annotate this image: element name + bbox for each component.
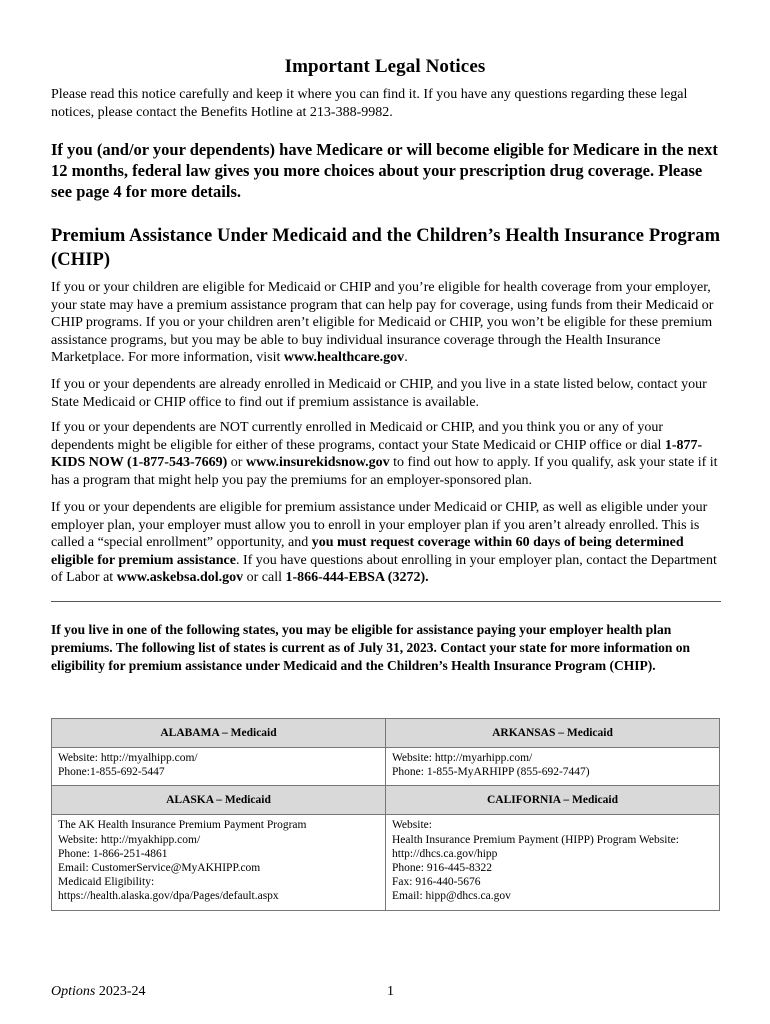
- paragraph-premium-assistance: [51, 279, 721, 367]
- state-info-alaska: [52, 815, 386, 910]
- paragraph-end: to find out how to apply. If you qualify, ask your state if it has a program that might help you pay the premiums for an employer-sponsored plan.: [51, 455, 718, 488]
- state-info-line: Fax: 916-440-5676: [392, 876, 481, 889]
- ebsa-phone: 1-866-444-EBSA (3272).: [285, 570, 429, 585]
- states-table: [51, 718, 720, 911]
- state-info-line: http://dhcs.ca.gov/hipp: [392, 847, 498, 860]
- state-info-california: [386, 815, 720, 910]
- state-info-line: Email: CustomerService@MyAKHIPP.com: [58, 862, 261, 875]
- page-title: Important Legal Notices: [284, 56, 486, 77]
- section-heading: Premium Assistance Under Medicaid and the Children’s Health Insurance Program (CHIP): [51, 226, 721, 270]
- paragraph-text-or: or: [227, 455, 246, 470]
- table-row: [52, 748, 720, 786]
- medicare-notice: If you (and/or your dependents) have Medicare or will become eligible for Medicare in the next 12 months, federal law gives you more choices about your prescription drug coverage. Please see page 4 for more details.: [51, 140, 718, 201]
- footer-doc-label: [51, 984, 146, 1000]
- paragraph-not-enrolled: [51, 419, 721, 489]
- state-heading-california: CALIFORNIA – Medicaid: [386, 786, 720, 815]
- state-info-arkansas: [386, 748, 720, 786]
- paragraph-already-enrolled: If you or your dependents are already enrolled in Medicaid or CHIP, and you live in a state listed below, contact your State Medicaid or CHIP office to find out if premium assistance is available.: [51, 377, 707, 410]
- state-info-line: Phone: 1-855-MyARHIPP (855-692-7447): [392, 766, 590, 779]
- state-info-line: Phone:1-855-692-5447: [58, 766, 165, 779]
- state-info-line: Website: http://myakhipp.com/: [58, 833, 201, 846]
- askebsa-link[interactable]: www.askebsa.dol.gov: [116, 570, 244, 585]
- state-info-alabama: [52, 748, 386, 786]
- state-info-line: Website: http://myarhipp.com/: [392, 752, 533, 764]
- state-info-line: https://health.alaska.gov/dpa/Pages/default.aspx: [58, 890, 279, 903]
- state-info-line: Health Insurance Premium Payment (HIPP) Program Website:: [392, 833, 679, 846]
- state-info-line: Website: http://myalhipp.com/: [58, 752, 198, 764]
- state-heading-arkansas: ARKANSAS – Medicaid: [386, 719, 720, 748]
- state-info-line: Email: hipp@dhcs.ca.gov: [392, 890, 511, 903]
- table-row: [52, 719, 720, 748]
- state-info-line: Phone: 1-866-251-4861: [58, 847, 168, 860]
- footer-year: 2023-24: [95, 984, 146, 999]
- paragraph-text: If you or your dependents are eligible for premium assistance under Medicaid or CHIP, as well as eligible under your employer plan, your employer must allow you to enroll in your employer plan if you aren’t already enrolled. This is called a “special enrollment” opportunity, and: [51, 500, 708, 550]
- state-info-line: Phone: 916-445-8322: [392, 862, 492, 875]
- intro-paragraph: Please read this notice carefully and keep it where you can find it. If you have any questions regarding these legal notices, please contact the Benefits Hotline at 213-388-9982.: [51, 87, 688, 120]
- table-row: [52, 786, 720, 815]
- footer-doc-name: Options: [51, 984, 96, 999]
- paragraph-text: If you or your dependents are NOT currently enrolled in Medicaid or CHIP, and you think you or any of your dependents might be eligible for either of these programs, contact your State Medicaid or CHIP office or dial: [51, 420, 665, 453]
- state-info-line: Website:: [392, 819, 432, 832]
- paragraph-text-mid: . If you have questions about enrolling in your employer plan, contact the Department of Labor at: [51, 552, 717, 585]
- kids-now-phone: 1-877-KIDS NOW (1-877-543-7669): [51, 437, 703, 470]
- paragraph-end: .: [404, 350, 408, 365]
- page-number: 1: [387, 984, 394, 999]
- sixty-day-notice: you must request coverage within 60 days of being determined eligible for premium assistance: [51, 535, 684, 568]
- states-intro: If you live in one of the following states, you may be eligible for assistance paying your employer health plan premiums. The following list of states is current as of July 31, 2023. Contact your state for more information on eligibility for premium assistance under Medicaid and the Children’s Health Insurance Program (CHIP).: [51, 622, 690, 673]
- state-info-line: The AK Health Insurance Premium Payment Program: [58, 819, 307, 832]
- paragraph-special-enrollment: [51, 499, 721, 587]
- insurekidsnow-link[interactable]: www.insurekidsnow.gov: [245, 455, 390, 470]
- healthcare-gov-link[interactable]: www.healthcare.gov: [283, 350, 405, 365]
- state-heading-alabama: ALABAMA – Medicaid: [52, 719, 386, 748]
- table-row: [52, 815, 720, 910]
- state-info-line: Medicaid Eligibility:: [58, 876, 155, 889]
- state-heading-alaska: ALASKA – Medicaid: [52, 786, 386, 815]
- paragraph-text-or: or call: [243, 570, 286, 585]
- paragraph-text: If you or your children are eligible for Medicaid or CHIP and you’re eligible for health coverage from your employer, your state may have a premium assistance program that can help pay for coverage, using funds from their Medicaid or CHIP programs. If you or your children aren’t eligible for Medicaid or CHIP, you won’t be eligible for these premium assistance programs, but you may be able to buy individual insurance coverage through the Health Insurance Marketplace. For more information, visit: [51, 280, 714, 365]
- section-divider: [51, 601, 721, 602]
